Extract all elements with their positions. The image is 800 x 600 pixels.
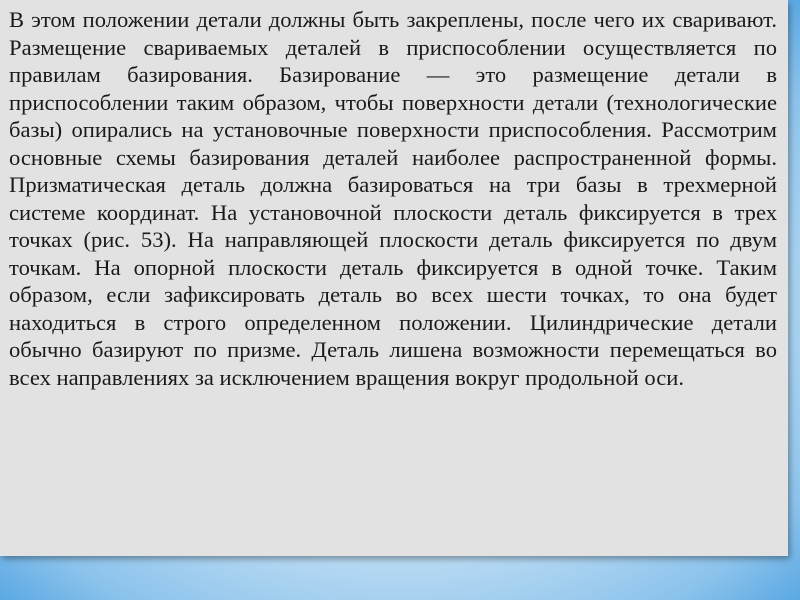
body-paragraph: В этом положении детали должны быть закреплены, после чего их сваривают. Размещение свариваемых деталей в приспособлении осуществляется по правилам базирования. Базирование — это размещение детали в приспособлении таким образом, чтобы поверхности детали (технологические базы) опирались на установочные поверхности приспособления. Рассмотрим основные схемы базирования деталей наиболее распространенной формы. Призматическая деталь должна базироваться на три базы в трехмерной системе координат. На установочной плоскости деталь фиксируется в трех точках (рис. 53). На направляющей плоскости деталь фиксируется по двум точкам. На опорной плоскости деталь фиксируется в одной точке. Таким образом, если зафиксировать деталь во всех шести точках, то она будет находиться в строго определенном положении. Цилиндрические детали обычно базируют по призме. Деталь лишена возможности перемещаться во всех направлениях за исключением вращения вокруг продольной оси. [9,7,777,390]
